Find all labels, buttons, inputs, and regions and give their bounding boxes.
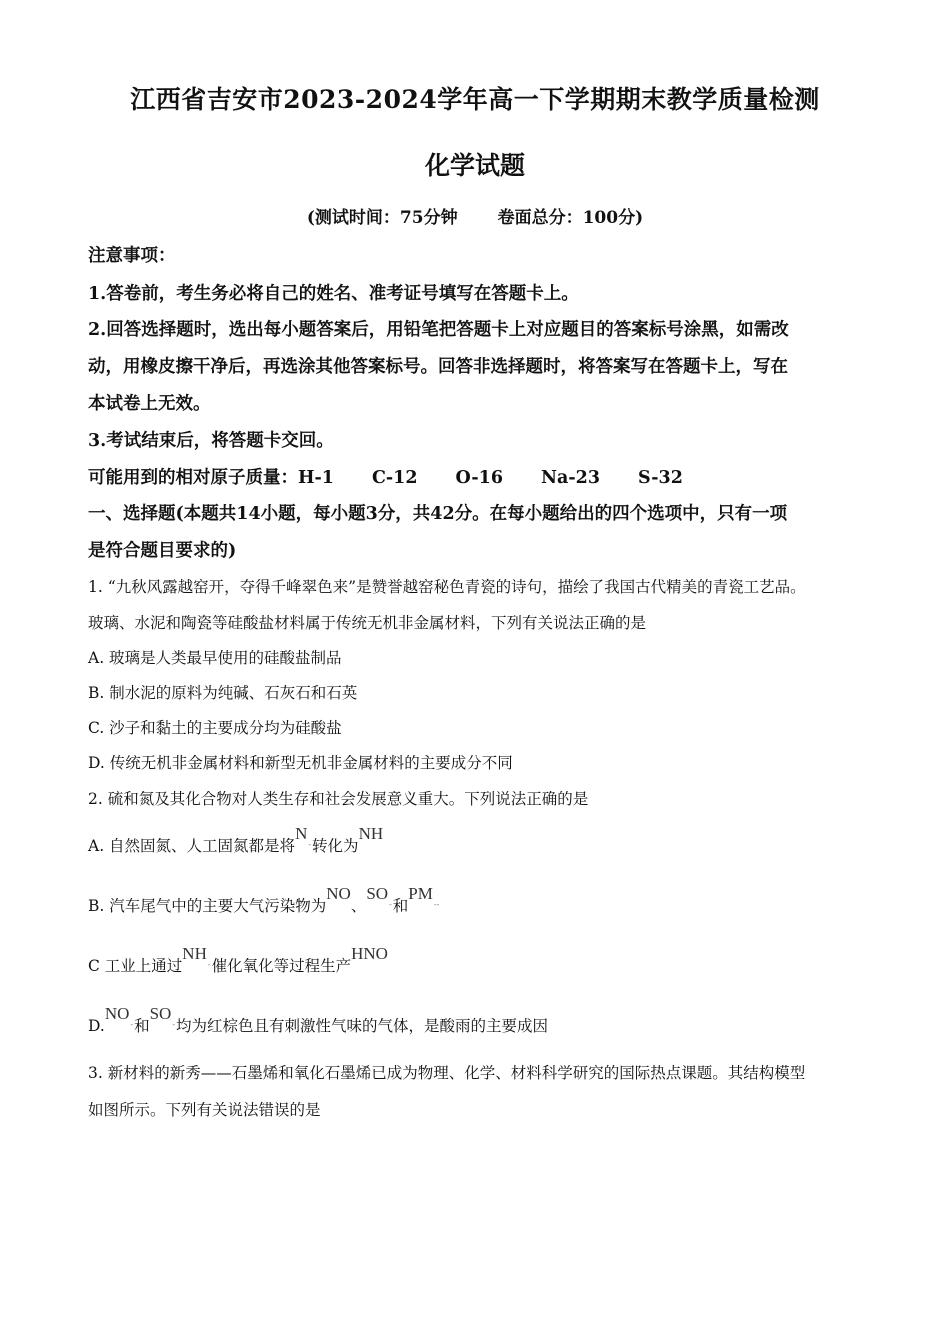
formula-no2: NO	[104, 1004, 130, 1023]
formula-so2: SO	[366, 884, 389, 903]
q2d-text-3: 均为红棕色且有刺激性气味的气体，是酸雨的主要成因	[176, 1017, 549, 1035]
q1-option-a: A. 玻璃是人类最早使用的硅酸盐制品	[88, 649, 342, 667]
q1-option-c: C. 沙子和黏土的主要成分均为硅酸盐	[88, 719, 342, 737]
subscript-mark: -	[172, 1020, 176, 1029]
formula-so2: SO	[149, 1004, 172, 1023]
section-heading-a: 一、选择题(本题共14小题，每小题3分，共42分。在每小题给出的四个选项中，只有一项	[88, 504, 788, 524]
q2-stem: 2. 硫和氮及其化合物对人类生存和社会发展意义重大。下列说法正确的是	[88, 790, 589, 808]
subscript-mark: -	[207, 960, 211, 969]
note-2a: 2.回答选择题时，选出每小题答案后，用铅笔把答题卡上对应题目的答案标号涂黑，如需改	[88, 320, 789, 340]
q2a-text-2: 转化为	[312, 837, 359, 855]
subscript-mark: -	[308, 840, 312, 849]
formula-pm: PM	[408, 884, 433, 903]
q2b-text-1: B. 汽车尾气中的主要大气污染物为	[88, 897, 327, 915]
q2-option-d	[88, 1004, 549, 1036]
q2c-text-2: 催化氧化等过程生产	[211, 957, 352, 975]
q2d-text-1: D.	[88, 1017, 105, 1035]
formula-n2: N	[295, 824, 308, 843]
note-1: 1.答卷前，考生务必将自己的姓名、准考证号填写在答题卡上。	[88, 284, 579, 304]
q1-stem-a: 1. “九秋风露越窑开，夺得千峰翠色来”是赞誉越窑秘色青瓷的诗句，描绘了我国古代精美的青瓷工艺品。	[88, 578, 806, 596]
mass-c: C-12	[371, 468, 418, 488]
section-heading-b: 是符合题目要求的)	[88, 541, 237, 561]
formula-nh3: NH	[182, 944, 207, 963]
q3-stem-a: 3. 新材料的新秀——石墨烯和氧化石墨烯已成为物理、化学、材料科学研究的国际热点课题。其结构模型	[88, 1064, 806, 1082]
q2a-text-1: A. 自然固氮、人工固氮都是将	[88, 837, 296, 855]
q2c-text-1: C 工业上通过	[88, 957, 183, 975]
mass-h: H-1	[298, 468, 334, 488]
formula-hno3: HNO	[351, 944, 388, 963]
exam-info	[0, 203, 950, 228]
atomic-mass-label: 可能用到的相对原子质量：	[88, 468, 298, 488]
page-subtitle: 化学试题	[424, 151, 525, 180]
subscript-mark: --	[433, 900, 440, 909]
formula-nh3: NH	[358, 824, 384, 843]
q3-stem-b: 如图所示。下列有关说法错误的是	[88, 1101, 321, 1119]
page-title: 江西省吉安市2023-2024学年高一下学期期末教学质量检测	[130, 85, 820, 114]
q2-option-b	[88, 884, 440, 916]
q2-option-a	[88, 824, 384, 856]
q1-option-b: B. 制水泥的原料为纯碱、石灰石和石英	[88, 684, 358, 702]
mass-o: O-16	[455, 468, 504, 488]
note-3: 3.考试结束后，将答题卡交回。	[88, 431, 334, 451]
mass-s: S-32	[638, 468, 683, 488]
note-2c: 本试卷上无效。	[88, 394, 211, 414]
notes-heading: 注意事项：	[88, 246, 176, 266]
q1-stem-b: 玻璃、水泥和陶瓷等硅酸盐材料属于传统无机非金属材料，下列有关说法正确的是	[88, 614, 647, 632]
atomic-mass-line	[88, 464, 683, 489]
mass-na: Na-23	[541, 468, 600, 488]
exam-score: 卷面总分：100分)	[497, 208, 644, 228]
q2-option-c	[88, 944, 388, 976]
subscript-mark: -	[130, 1020, 134, 1029]
subscript-mark: -	[389, 900, 392, 909]
q2d-text-2: 和	[134, 1017, 150, 1035]
q2b-text-2: 、	[350, 897, 367, 915]
formula-no: NO	[326, 884, 351, 903]
q1-option-d: D. 传统无机非金属材料和新型无机非金属材料的主要成分不同	[88, 754, 513, 772]
exam-time: (测试时间：75分钟	[306, 208, 458, 228]
q2b-text-3: 和	[392, 897, 409, 915]
note-2b: 动，用橡皮擦干净后，再选涂其他答案标号。回答非选择题时，将答案写在答题卡上，写在	[88, 357, 788, 377]
